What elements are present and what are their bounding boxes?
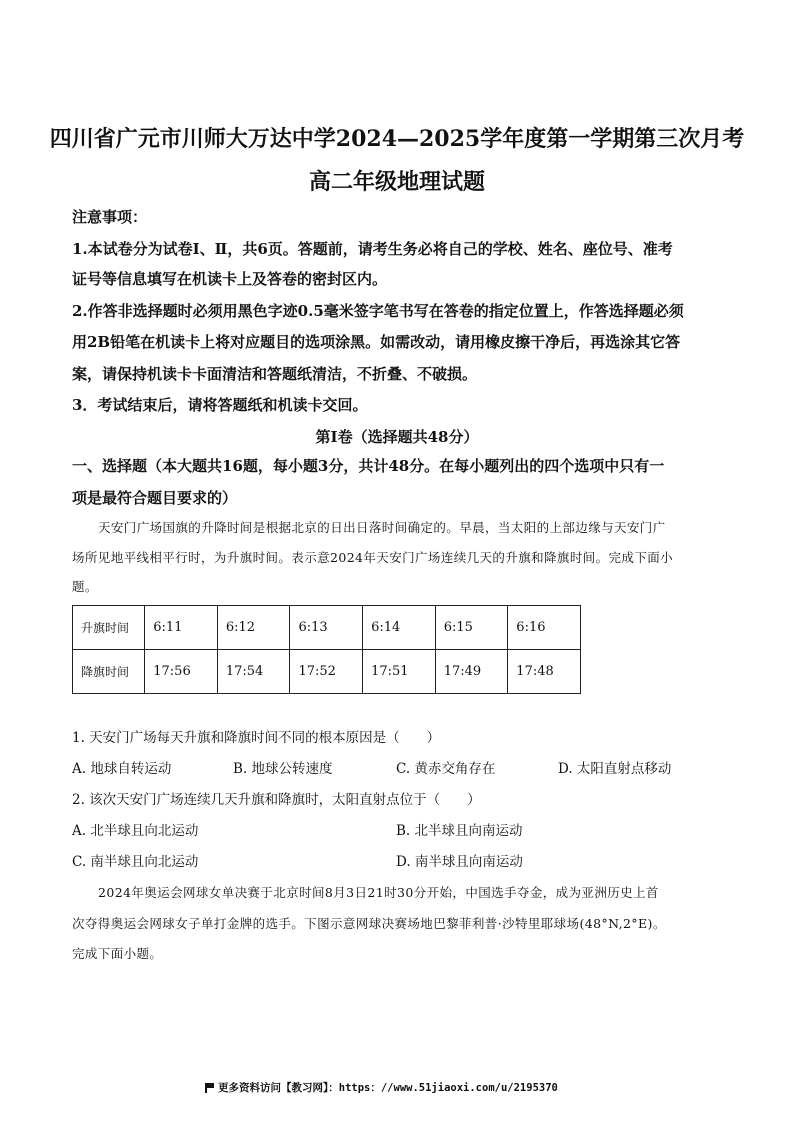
table-row-label: 降旗时间 [73,650,145,694]
notice-item-2-line-1: 2.作答非选择题时必须用黑色字迹0.5毫米签字笔书写在答卷的指定位置上，作答选择题必须 [72,302,684,320]
question-2-stem: 2. 该次天安门广场连续几天升旗和降旗时，太阳直射点位于（ ） [72,792,481,808]
question-1-option-c: C. 黄赤交角存在 [396,761,496,777]
material-1-line-2: 场所见地平线相平行时，为升旗时间。表示意2024年天安门广场连续几天的升旗和降旗时间。完成下面小 [72,550,674,565]
material-1-line-3: 题。 [72,579,98,594]
table-cell: 6:13 [290,606,363,650]
question-2-option-d: D. 南半球且向南运动 [396,854,523,870]
table-cell: 6:11 [145,606,218,650]
question-1-option-a: A. 地球自转运动 [72,761,172,777]
table-row [73,606,581,650]
table-cell: 17:51 [363,650,436,694]
footer-text[interactable]: 更多资料访问【教习网】：https：//www.51jiaoxi.com/u/2195370 [218,1082,558,1094]
material-1-line-1: 天安门广场国旗的升降时间是根据北京的日出日落时间确定的。早晨，当太阳的上部边缘与天安门广 [98,520,666,535]
question-2-option-c: C. 南半球且向北运动 [72,854,199,870]
table-cell: 6:14 [363,606,436,650]
section-1-instruction-line-2: 项是最符合题目要求的） [72,489,238,507]
table-cell: 17:52 [290,650,363,694]
section-1-title: 第Ⅰ卷（选择题共48分） [315,428,479,446]
material-2-line-2: 次夺得奥运会网球女子单打金牌的选手。下图示意网球决赛场地巴黎菲利普·沙特里耶球场(48°N,2°E)。 [72,916,666,931]
table-cell: 17:56 [145,650,218,694]
question-1-option-d: D. 太阳直射点移动 [558,761,672,777]
question-2-option-a: A. 北半球且向北运动 [72,823,199,839]
exam-title: 四川省广元市川师大万达中学2024—2025学年度第一学期第三次月考 [49,126,745,152]
notice-item-1-line-2: 证号等信息填写在机读卡上及答卷的密封区内。 [72,270,388,288]
table-cell: 17:54 [217,650,290,694]
table-cell: 6:12 [217,606,290,650]
table-row-label: 升旗时间 [73,606,145,650]
table-cell: 6:16 [508,606,581,650]
table-row [73,650,581,694]
notice-item-3: 3．考试结束后，请将答题纸和机读卡交回。 [72,396,368,414]
material-2-line-1: 2024年奥运会网球女单决赛于北京时间8月3日21时30分开始，中国选手夺金，成为亚洲历史上首 [98,885,659,900]
material-2-line-3: 完成下面小题。 [72,946,163,961]
notice-item-1-line-1: 1.本试卷分为试卷Ⅰ、Ⅱ，共6页。答题前，请考生务必将自己的学校、姓名、座位号、准考 [72,240,673,258]
table-cell: 17:48 [508,650,581,694]
flag-icon [205,1083,214,1092]
question-1-stem: 1. 天安门广场每天升旗和降旗时间不同的根本原因是（ ） [72,730,441,746]
notice-heading: 注意事项： [72,208,148,226]
question-1-option-b: B. 地球公转速度 [233,761,333,777]
notice-item-2-line-2: 用2B铅笔在机读卡上将对应题目的选项涂黑。如需改动，请用橡皮擦干净后，再选涂其它答 [72,333,681,351]
section-1-instruction-line-1: 一、选择题（本大题共16题，每小题3分，共计48分。在每小题列出的四个选项中只有一 [72,457,665,475]
question-2-option-b: B. 北半球且向南运动 [396,823,523,839]
footer-link[interactable] [205,1080,558,1095]
notice-item-2-line-3: 案，请保持机读卡卡面清洁和答题纸清洁，不折叠、不破损。 [72,365,478,383]
table-cell: 6:15 [435,606,508,650]
flag-time-table [72,605,581,694]
table-cell: 17:49 [435,650,508,694]
exam-subtitle: 高二年级地理试题 [308,169,485,195]
